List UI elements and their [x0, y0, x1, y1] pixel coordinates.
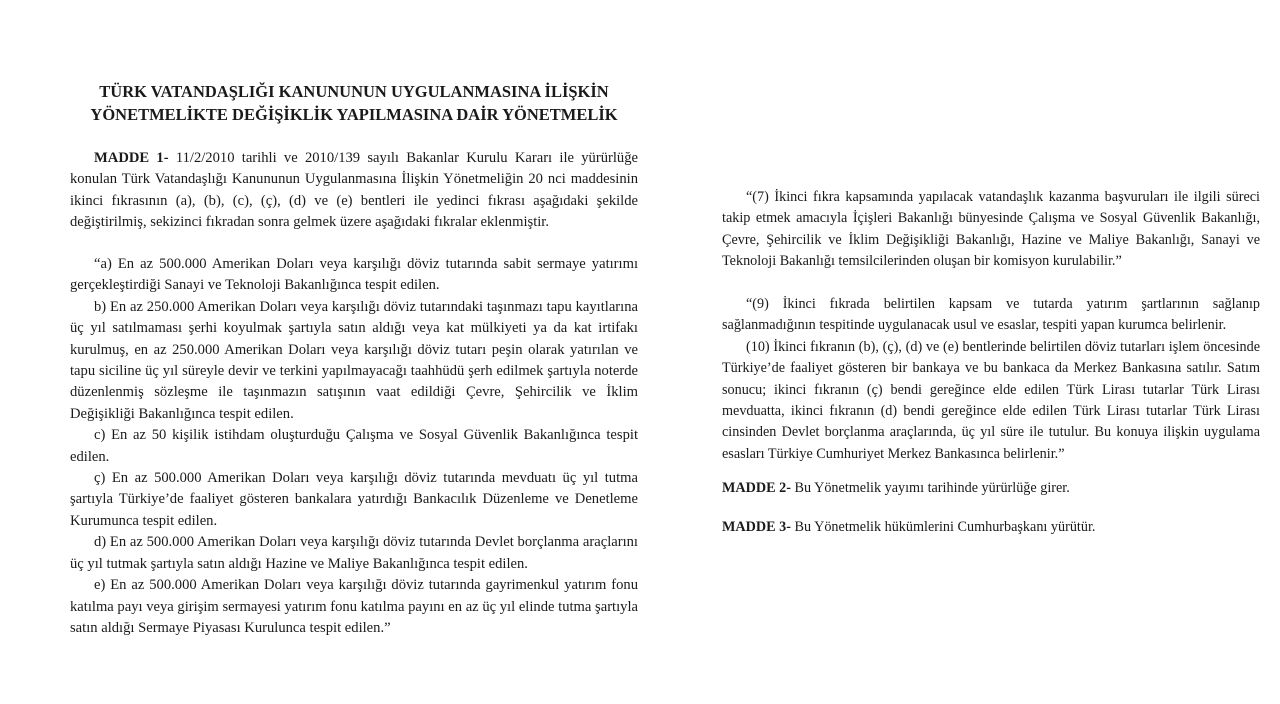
madde-1	[70, 148, 638, 234]
fikra-9-10	[722, 294, 1260, 465]
madde-3-text: Bu Yönetmelik hükümlerini Cumhurbaşkanı yürütür.	[790, 519, 1096, 535]
madde-1-label: MADDE 1-	[94, 150, 169, 166]
bent-c: c) En az 50 kişilik istihdam oluşturduğu Çalışma ve Sosyal Güvenlik Bakanlığınca tespit edilen.	[70, 427, 638, 465]
madde-1-text: 11/2/2010 tarihli ve 2010/139 sayılı Bakanlar Kurulu Kararı ile yürürlüğe konulan Türk Vatandaşlığı Kanununun Uygulanmasına İlişkin Yönetmeliğin 20 nci maddesinin ikinci fıkrasının (a), (b), (c), (ç), (d) ve (e) bentleri ile yedinci fıkrası aşağıdaki şekilde değiştirilmiş, sekizinci fıkradan sonra gelmek üzere aşağıdaki fıkralar eklenmiştir.	[70, 150, 638, 231]
bentler	[70, 254, 638, 639]
fikra-7	[722, 187, 1260, 273]
fikra-10-text: (10) İkinci fıkranın (b), (ç), (d) ve (e) bentlerinde belirtilen döviz tutarları işlem öncesinde Türkiye’de faaliyet gösteren bir bankaya ve bu bankaca da Merkez Bankasına satılır. Satım sonucu; ikinci fıkranın (ç) bendi gereğince elde edilen Türk Lirası tutarlar Türk Lirası mevduatta, ikinci fıkranın (d) bendi gereğince elde edilen Türk Lirası tutarlar Türk Lirası cinsinden Devlet borçlanma araçlarında, üç yıl süre ile tutulur. Bu konuya ilişkin uygulama esasları Türkiye Cumhuriyet Merkez Bankasınca belirlenir.”	[722, 338, 1260, 462]
madde-2	[722, 478, 1070, 499]
document-title	[70, 80, 638, 126]
fikra-9-text: “(9) İkinci fıkrada belirtilen kapsam ve tutarda yatırım şartlarının sağlanıp sağlanmadığının tespitinde uygulanacak usul ve esaslar, tespiti yapan kurumca belirlenir.	[722, 296, 1260, 334]
bent-d: d) En az 500.000 Amerikan Doları veya karşılığı döviz tutarında Devlet borçlanma araçlarını üç yıl tutmak şartıyla satın aldığı Hazine ve Maliye Bakanlığınca tespit edilen.	[70, 534, 638, 572]
bent-b: b) En az 250.000 Amerikan Doları veya karşılığı döviz tutarındaki taşınmazı tapu kayıtlarına üç yıl satılmaması şerhi koyulmak şartıyla satın aldığı veya kat mülkiyeti ya da kat irtifakı kurulmuş, en az 250.000 Amerikan Doları veya karşılığı döviz tutarı peşin olarak yatırılan ve tapu siciline üç yıl süreyle devir ve terkini yapılmayacağı taahhüdü şerh edilmek şartıyla noterde düzenlenmiş sözleşme ile taşınmazın satışının vaat edildiği Çevre, Şehircilik ve İklim Değişikliği Bakanlığınca tespit edilen.	[70, 298, 638, 422]
fikra-7-text: “(7) İkinci fıkra kapsamında yapılacak vatandaşlık kazanma başvuruları ile ilgili süreci takip etmek amacıyla İçişleri Bakanlığı bünyesinde Çalışma ve Sosyal Güvenlik Bakanlığı, Çevre, Şehircilik ve İklim Değişikliği Bakanlığı, Hazine ve Maliye Bakanlığı, Sanayi ve Teknoloji Bakanlığı temsilcilerinden oluşan bir komisyon kurulabilir.”	[722, 189, 1260, 270]
title-line-2: YÖNETMELİKTE DEĞİŞİKLİK YAPILMASINA DAİR YÖNETMELİK	[90, 105, 618, 124]
madde-3-label: MADDE 3-	[722, 519, 791, 535]
bent-e: e) En az 500.000 Amerikan Doları veya karşılığı döviz tutarında gayrimenkul yatırım fonu katılma payı veya girişim sermayesi yatırım fonu katılma payını en az üç yıl elinde tutma şartıyla satın aldığı Sermaye Piyasası Kurulunca tespit edilen.”	[70, 577, 638, 636]
title-line-1: TÜRK VATANDAŞLIĞI KANUNUNUN UYGULANMASINA İLİŞKİN	[99, 82, 609, 101]
bent-a: “a) En az 500.000 Amerikan Doları veya karşılığı döviz tutarında sabit sermaye yatırımı gerçekleştirdiği Sanayi ve Teknoloji Bakanlığınca tespit edilen.	[70, 256, 638, 294]
bent-cc: ç) En az 500.000 Amerikan Doları veya karşılığı döviz tutarında mevduatı üç yıl tutma şartıyla Türkiye’de faaliyet gösteren bankalara yatırdığı Bankacılık Düzenleme ve Denetleme Kurumunca tespit edilen.	[70, 470, 638, 529]
madde-2-text: Bu Yönetmelik yayımı tarihinde yürürlüğe girer.	[790, 480, 1070, 496]
madde-3	[722, 517, 1095, 538]
madde-2-label: MADDE 2-	[722, 480, 791, 496]
